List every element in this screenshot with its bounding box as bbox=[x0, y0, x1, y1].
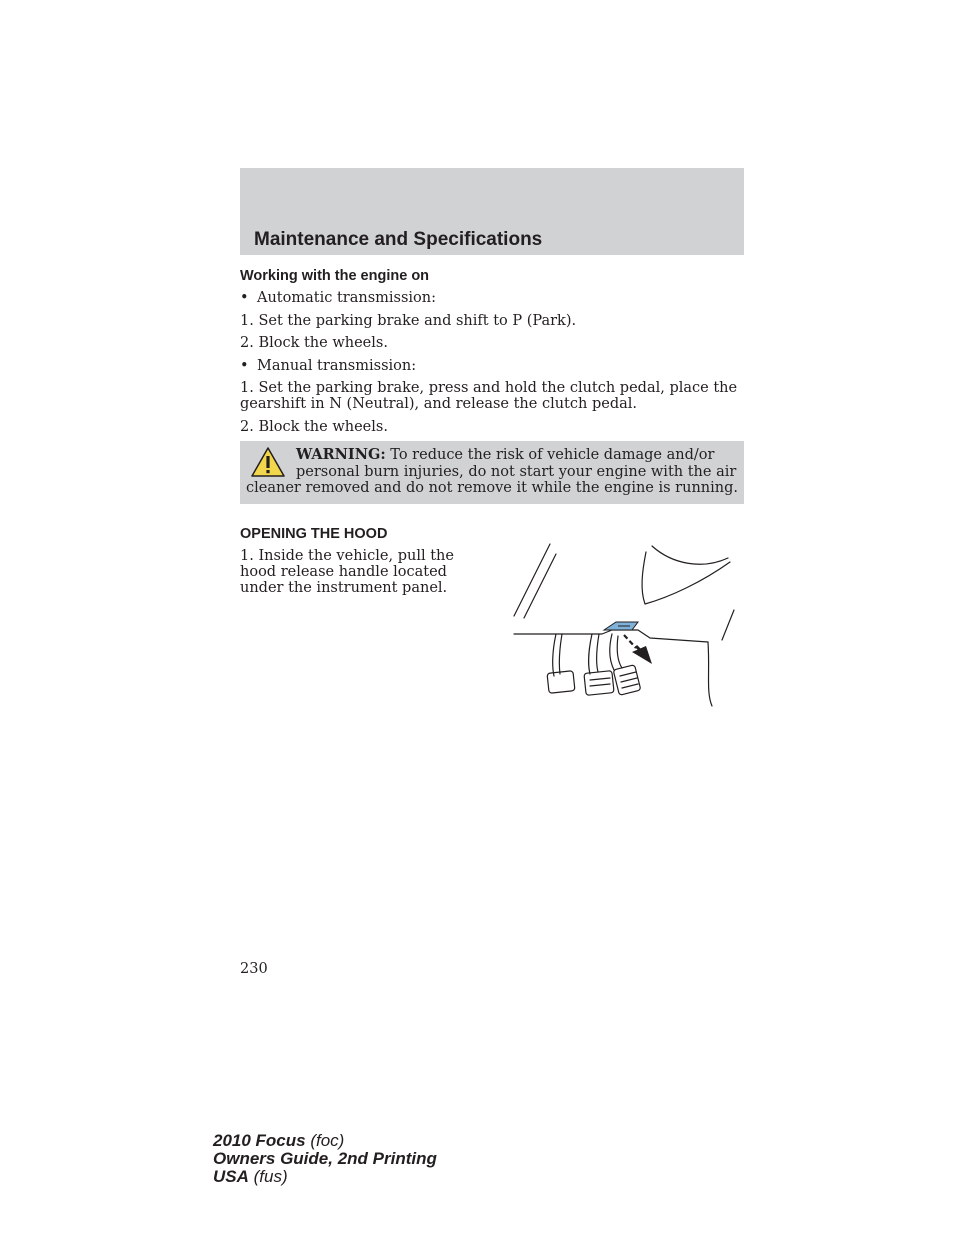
bullet-automatic bbox=[240, 290, 744, 306]
hood-release-illustration bbox=[512, 542, 738, 708]
footer-line-1: 2010 Focus (foc) bbox=[213, 1131, 345, 1150]
section-header-title: Maintenance and Specifications bbox=[254, 229, 543, 250]
manual-step-1: 1. Set the parking brake, press and hold the clutch pedal, place the gearshift in N (Neutral), and release the clutch pedal. bbox=[240, 380, 738, 412]
hood-step-1: 1. Inside the vehicle, pull the hood release handle located under the instrument panel. bbox=[240, 547, 454, 596]
document-footer bbox=[213, 1132, 437, 1186]
manual-step-2: 2. Block the wheels. bbox=[240, 418, 388, 435]
bullet-dot: • bbox=[240, 290, 249, 306]
subheading-engine-on: Working with the engine on bbox=[240, 268, 430, 284]
opening-hood-step bbox=[240, 548, 744, 718]
page-content bbox=[240, 268, 744, 718]
warning-label: WARNING: bbox=[296, 446, 386, 463]
warning-triangle-icon bbox=[250, 446, 286, 478]
section-title-opening-hood: OPENING THE HOOD bbox=[240, 525, 388, 542]
auto-step-1: 1. Set the parking brake and shift to P (Park). bbox=[240, 312, 577, 329]
bullet-text: Automatic transmission: bbox=[257, 290, 436, 306]
page-number: 230 bbox=[240, 961, 268, 977]
bullet-text: Manual transmission: bbox=[257, 357, 417, 374]
bullet-dot: • bbox=[240, 357, 249, 374]
footer-line-3: USA (fus) bbox=[213, 1167, 288, 1186]
section-header-band bbox=[240, 168, 744, 255]
warning-box bbox=[240, 441, 744, 504]
warning-text: To reduce the risk of vehicle damage and/or personal burn injuries, do not start your engine with the air cleaner removed and do not remove it while the engine is running. bbox=[246, 447, 738, 496]
footer-line-2: Owners Guide, 2nd Printing bbox=[213, 1149, 437, 1168]
auto-step-2: 2. Block the wheels. bbox=[240, 335, 388, 351]
bullet-manual bbox=[240, 358, 744, 374]
